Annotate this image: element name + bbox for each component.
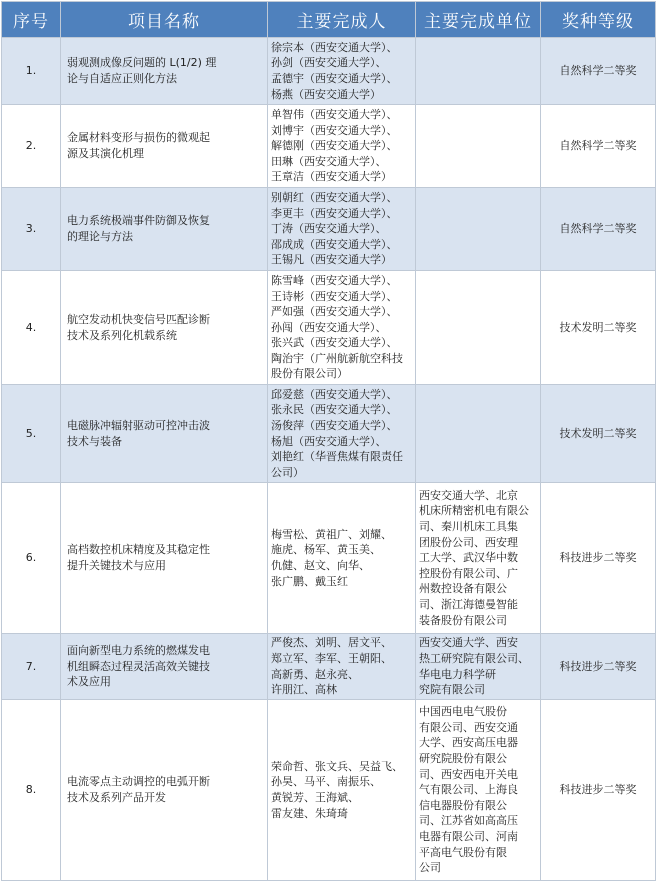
- project-name-cell: [61, 700, 268, 881]
- header-main-units: 主要完成单位: [416, 2, 541, 38]
- table-row: [2, 700, 656, 881]
- contributor-line: 仇健、赵文、向华、: [271, 559, 370, 572]
- unit-line: 机床所精密机电有限公: [419, 504, 529, 518]
- contributors-cell: [268, 483, 416, 634]
- contributor-line: 陈雪峰（西安交通大学）、: [271, 273, 398, 287]
- unit-line: 工大学、武汉华中数: [419, 551, 518, 565]
- contributor-line: 徐宗本（西安交通大学）、: [271, 40, 398, 54]
- project-name-line: 电流零点主动调控的电弧开断: [67, 775, 210, 789]
- units-cell: [416, 385, 541, 483]
- serial-number-cell: 7.: [2, 634, 61, 700]
- contributor-line: 孟德宇（西安交通大学）、: [271, 72, 398, 85]
- contributor-line: 丁涛（西安交通大学）、: [271, 222, 387, 236]
- serial-number-cell: 6.: [2, 483, 61, 634]
- contributor-line: 刘艳红（华晋焦煤有限责任: [271, 450, 403, 464]
- header-project-name: 项目名称: [61, 2, 268, 38]
- contributor-line: 严如强（西安交通大学）、: [271, 305, 398, 319]
- project-name-line: 技术及系列化机载系统: [67, 328, 177, 342]
- contributor-line: 张广鹏、戴玉红: [271, 574, 348, 588]
- unit-line: 气有限公司、上海良: [419, 783, 518, 797]
- serial-number-cell: 5.: [2, 385, 61, 483]
- unit-line: 中国西电电气股份: [419, 705, 507, 719]
- units-cell: [416, 700, 541, 881]
- contributor-line: 股份有限公司）: [271, 367, 348, 381]
- unit-line: 控股份有限公司、广: [419, 566, 518, 580]
- contributor-line: 张兴武（西安交通大学）、: [271, 336, 398, 350]
- units-cell: [416, 271, 541, 385]
- serial-number-cell: 4.: [2, 271, 61, 385]
- units-cell: [416, 105, 541, 188]
- contributor-line: 孙剑（西安交通大学）、: [271, 56, 387, 70]
- table-row: [2, 188, 656, 271]
- unit-line: 信电器股份有限公: [419, 798, 507, 812]
- project-name-cell: [61, 634, 268, 700]
- contributor-line: 解德刚（西安交通大学）、: [271, 139, 398, 153]
- unit-line: 究院有限公司: [419, 683, 485, 697]
- contributors-cell: [268, 634, 416, 700]
- project-name-line: 源及其演化机理: [67, 147, 144, 160]
- unit-line: 公司: [419, 861, 441, 875]
- project-name-cell: [61, 385, 268, 483]
- awards-table: [1, 1, 656, 881]
- table-row: [2, 483, 656, 634]
- unit-line: 装备股份有限公司: [419, 613, 507, 627]
- header-serial-number: 序号: [2, 2, 61, 38]
- table-row: [2, 634, 656, 700]
- contributors-cell: [268, 700, 416, 881]
- contributor-line: 孙闯（西安交通大学）、: [271, 320, 387, 334]
- contributor-line: 邱爱慈（西安交通大学）、: [271, 387, 398, 401]
- project-name-line: 技术与装备: [67, 434, 122, 448]
- contributor-line: 邵成成（西安交通大学）、: [271, 237, 398, 251]
- contributor-line: 李更丰（西安交通大学）、: [271, 206, 398, 220]
- award-level-cell: 技术发明二等奖: [541, 271, 656, 385]
- project-name-line: 论与自适应正则化方法: [67, 72, 177, 85]
- project-name-line: 提升关键技术与应用: [67, 559, 166, 572]
- contributor-line: 杨燕（西安交通大学）: [271, 87, 381, 101]
- contributors-cell: [268, 385, 416, 483]
- unit-line: 司、江苏省如高高压: [419, 814, 518, 828]
- table-row: [2, 271, 656, 385]
- award-level-cell: 科技进步二等奖: [541, 634, 656, 700]
- contributor-line: 孙昊、马平、南振乐、: [271, 775, 381, 789]
- contributor-line: 别朝红（西安交通大学）、: [271, 191, 398, 205]
- project-name-line: 弱观测成像反问题的 L(1/2) 理: [67, 56, 217, 70]
- project-name-line: 金属材料变形与损伤的微观起: [67, 131, 210, 145]
- units-cell: [416, 634, 541, 700]
- award-level-cell: 科技进步二等奖: [541, 483, 656, 634]
- unit-line: 西安交通大学、北京: [419, 488, 518, 502]
- contributor-line: 王诗彬（西安交通大学）、: [271, 289, 398, 303]
- contributor-line: 郑立军、李军、王朝阳、: [271, 651, 392, 665]
- contributors-cell: [268, 38, 416, 105]
- table-row: [2, 38, 656, 105]
- header-main-contributors: 主要完成人: [268, 2, 416, 38]
- unit-line: 司、秦川机床工具集: [419, 520, 518, 534]
- contributor-line: 单智伟（西安交通大学）、: [271, 108, 398, 122]
- table-row: [2, 105, 656, 188]
- units-cell: [416, 38, 541, 105]
- unit-line: 热工研究院有限公司、: [419, 651, 529, 665]
- serial-number-cell: 1.: [2, 38, 61, 105]
- project-name-cell: [61, 271, 268, 385]
- contributor-line: 许朋江、高林: [271, 683, 337, 697]
- project-name-line: 航空发动机快变信号匹配诊断: [67, 312, 210, 326]
- unit-line: 平高电气股份有限: [419, 845, 507, 859]
- units-cell: [416, 188, 541, 271]
- contributors-cell: [268, 188, 416, 271]
- contributor-line: 梅雪松、黄祖广、刘耀、: [271, 527, 392, 541]
- award-level-cell: 技术发明二等奖: [541, 385, 656, 483]
- unit-line: 团股份公司、西安理: [419, 535, 518, 549]
- units-cell: [416, 483, 541, 634]
- contributor-line: 陶治宇（广州航新航空科技: [271, 351, 403, 365]
- unit-line: 司、西安西电开关电: [419, 767, 518, 781]
- table-row: [2, 385, 656, 483]
- project-name-cell: [61, 38, 268, 105]
- project-name-line: 机组瞬态过程灵活高效关键技: [67, 659, 210, 673]
- project-name-cell: [61, 483, 268, 634]
- contributor-line: 张永民（西安交通大学）、: [271, 403, 398, 417]
- unit-line: 州数控设备有限公: [419, 582, 507, 596]
- contributor-line: 雷友建、朱琦琦: [271, 806, 348, 820]
- contributors-cell: [268, 271, 416, 385]
- project-name-line: 高档数控机床精度及其稳定性: [67, 543, 210, 557]
- award-level-cell: 自然科学二等奖: [541, 188, 656, 271]
- contributors-cell: [268, 105, 416, 188]
- project-name-line: 术及应用: [67, 675, 111, 689]
- serial-number-cell: 3.: [2, 188, 61, 271]
- contributor-line: 田琳（西安交通大学）、: [271, 154, 387, 168]
- project-name-line: 电力系统极端事件防御及恢复: [67, 214, 210, 228]
- contributor-line: 施虎、杨军、黄玉美、: [271, 543, 381, 557]
- unit-line: 有限公司、西安交通: [419, 720, 518, 734]
- unit-line: 电器有限公司、河南: [419, 829, 518, 843]
- contributor-line: 王章洁（西安交通大学）: [271, 170, 392, 184]
- header-award-level: 奖种等级: [541, 2, 656, 38]
- project-name-line: 面向新型电力系统的燃煤发电: [67, 644, 210, 658]
- contributor-line: 杨旭（西安交通大学）、: [271, 434, 387, 448]
- project-name-line: 电磁脉冲辐射驱动可控冲击波: [67, 418, 210, 432]
- unit-line: 西安交通大学、西安: [419, 636, 518, 650]
- contributor-line: 刘博宇（西安交通大学）、: [271, 123, 398, 137]
- project-name-line: 的理论与方法: [67, 230, 133, 243]
- unit-line: 司、浙江海德曼智能: [419, 597, 518, 611]
- unit-line: 研究院股份有限公: [419, 752, 507, 766]
- contributor-line: 汤俊萍（西安交通大学）、: [271, 418, 398, 432]
- project-name-cell: [61, 105, 268, 188]
- project-name-cell: [61, 188, 268, 271]
- project-name-line: 技术及系列产品开发: [67, 791, 166, 804]
- contributor-line: 黄锐芳、王海斌、: [271, 791, 359, 804]
- serial-number-cell: 8.: [2, 700, 61, 881]
- contributor-line: 高新勇、赵永亮、: [271, 667, 359, 681]
- table-body: [2, 38, 656, 881]
- award-level-cell: 自然科学二等奖: [541, 105, 656, 188]
- contributor-line: 公司）: [271, 465, 304, 479]
- unit-line: 大学、西安高压电器: [419, 736, 518, 750]
- contributor-line: 王锡凡（西安交通大学）: [271, 253, 392, 267]
- serial-number-cell: 2.: [2, 105, 61, 188]
- award-level-cell: 科技进步二等奖: [541, 700, 656, 881]
- contributor-line: 严俊杰、刘明、居文平、: [271, 636, 392, 650]
- contributor-line: 荣命哲、张文兵、吴益飞、: [271, 759, 403, 773]
- table-header-row: [2, 2, 656, 38]
- award-level-cell: 自然科学二等奖: [541, 38, 656, 105]
- unit-line: 华电电力科学研: [419, 667, 496, 681]
